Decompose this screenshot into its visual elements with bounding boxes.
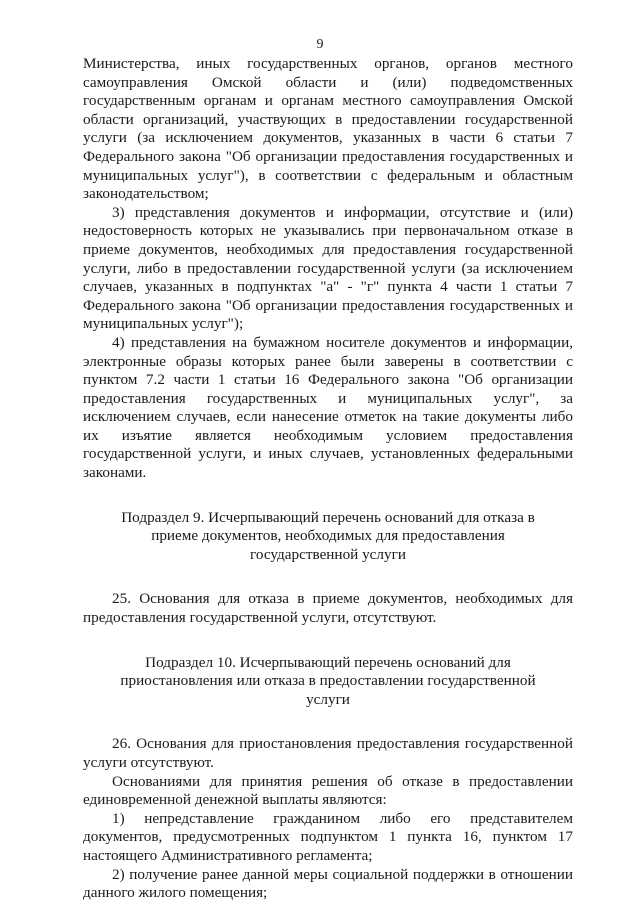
paragraph-refusal-grounds: Основаниями для принятия решения об отказе в предоставлении единовременной денежной выплаты являются: bbox=[83, 772, 573, 809]
page-number: 9 bbox=[316, 37, 324, 52]
spacer bbox=[83, 709, 573, 735]
paragraph-item-3: 3) представления документов и информации, отсутствие и (или) недостоверность которых не указывались при первоначальном отказе в приеме документов, необходимых для предоставления государственной услуги, либо в предоставлении государственной услуги (за исключением случаев, указанных в подпунктах "а" - "г" пункта 4 части 1 статьи 7 Федерального закона "Об организации предоставления государственных и муниципальных услуг"); bbox=[83, 203, 573, 333]
subsection-heading-10: Подраздел 10. Исчерпывающий перечень оснований для приостановления или отказа в предоставлении государственной услуги bbox=[120, 653, 536, 708]
paragraph-continuation: Министерства, иных государственных органов, органов местного самоуправления Омской области и (или) подведомственных государственным органам и органам местного самоуправления Омской области организаций, участвующих в предоставлении государственной услуги (за исключением документов, указанных в части 6 статьи 7 Федерального закона "Об организации предоставления государственных и муниципальных услуг"), в соответствии с федеральным и областным законодательством; bbox=[83, 55, 573, 203]
document-body bbox=[83, 55, 573, 903]
spacer bbox=[83, 483, 573, 509]
paragraph-refusal-item-1: 1) непредставление гражданином либо его представителем документов, предусмотренных подпунктом 1 пункта 16, пунктом 17 настоящего Административного регламента; bbox=[83, 809, 573, 864]
paragraph-item-4: 4) представления на бумажном носителе документов и информации, электронные образы которых ранее были заверены в соответствии с пунктом 7.2 части 1 статьи 16 Федерального закона "Об организации предоставления государственных и муниципальных услуг", за исключением случаев, если нанесение отметок на такие документы либо их изъятие является необходимым условием предоставления государственной услуги, и иных случаев, установленных федеральными законами. bbox=[83, 333, 573, 482]
spacer bbox=[83, 628, 573, 654]
spacer bbox=[83, 564, 573, 590]
paragraph-26: 26. Основания для приостановления предоставления государственной услуги отсутствуют. bbox=[83, 735, 573, 771]
subsection-heading-9: Подраздел 9. Исчерпывающий перечень оснований для отказа в приеме документов, необходимых для предоставления государственной услуги bbox=[121, 508, 535, 563]
paragraph-refusal-item-2: 2) получение ранее данной меры социальной поддержки в отношении данного жилого помещения; bbox=[83, 865, 573, 902]
paragraph-25: 25. Основания для отказа в приеме документов, необходимых для предоставления государственной услуги, отсутствуют. bbox=[83, 590, 573, 627]
